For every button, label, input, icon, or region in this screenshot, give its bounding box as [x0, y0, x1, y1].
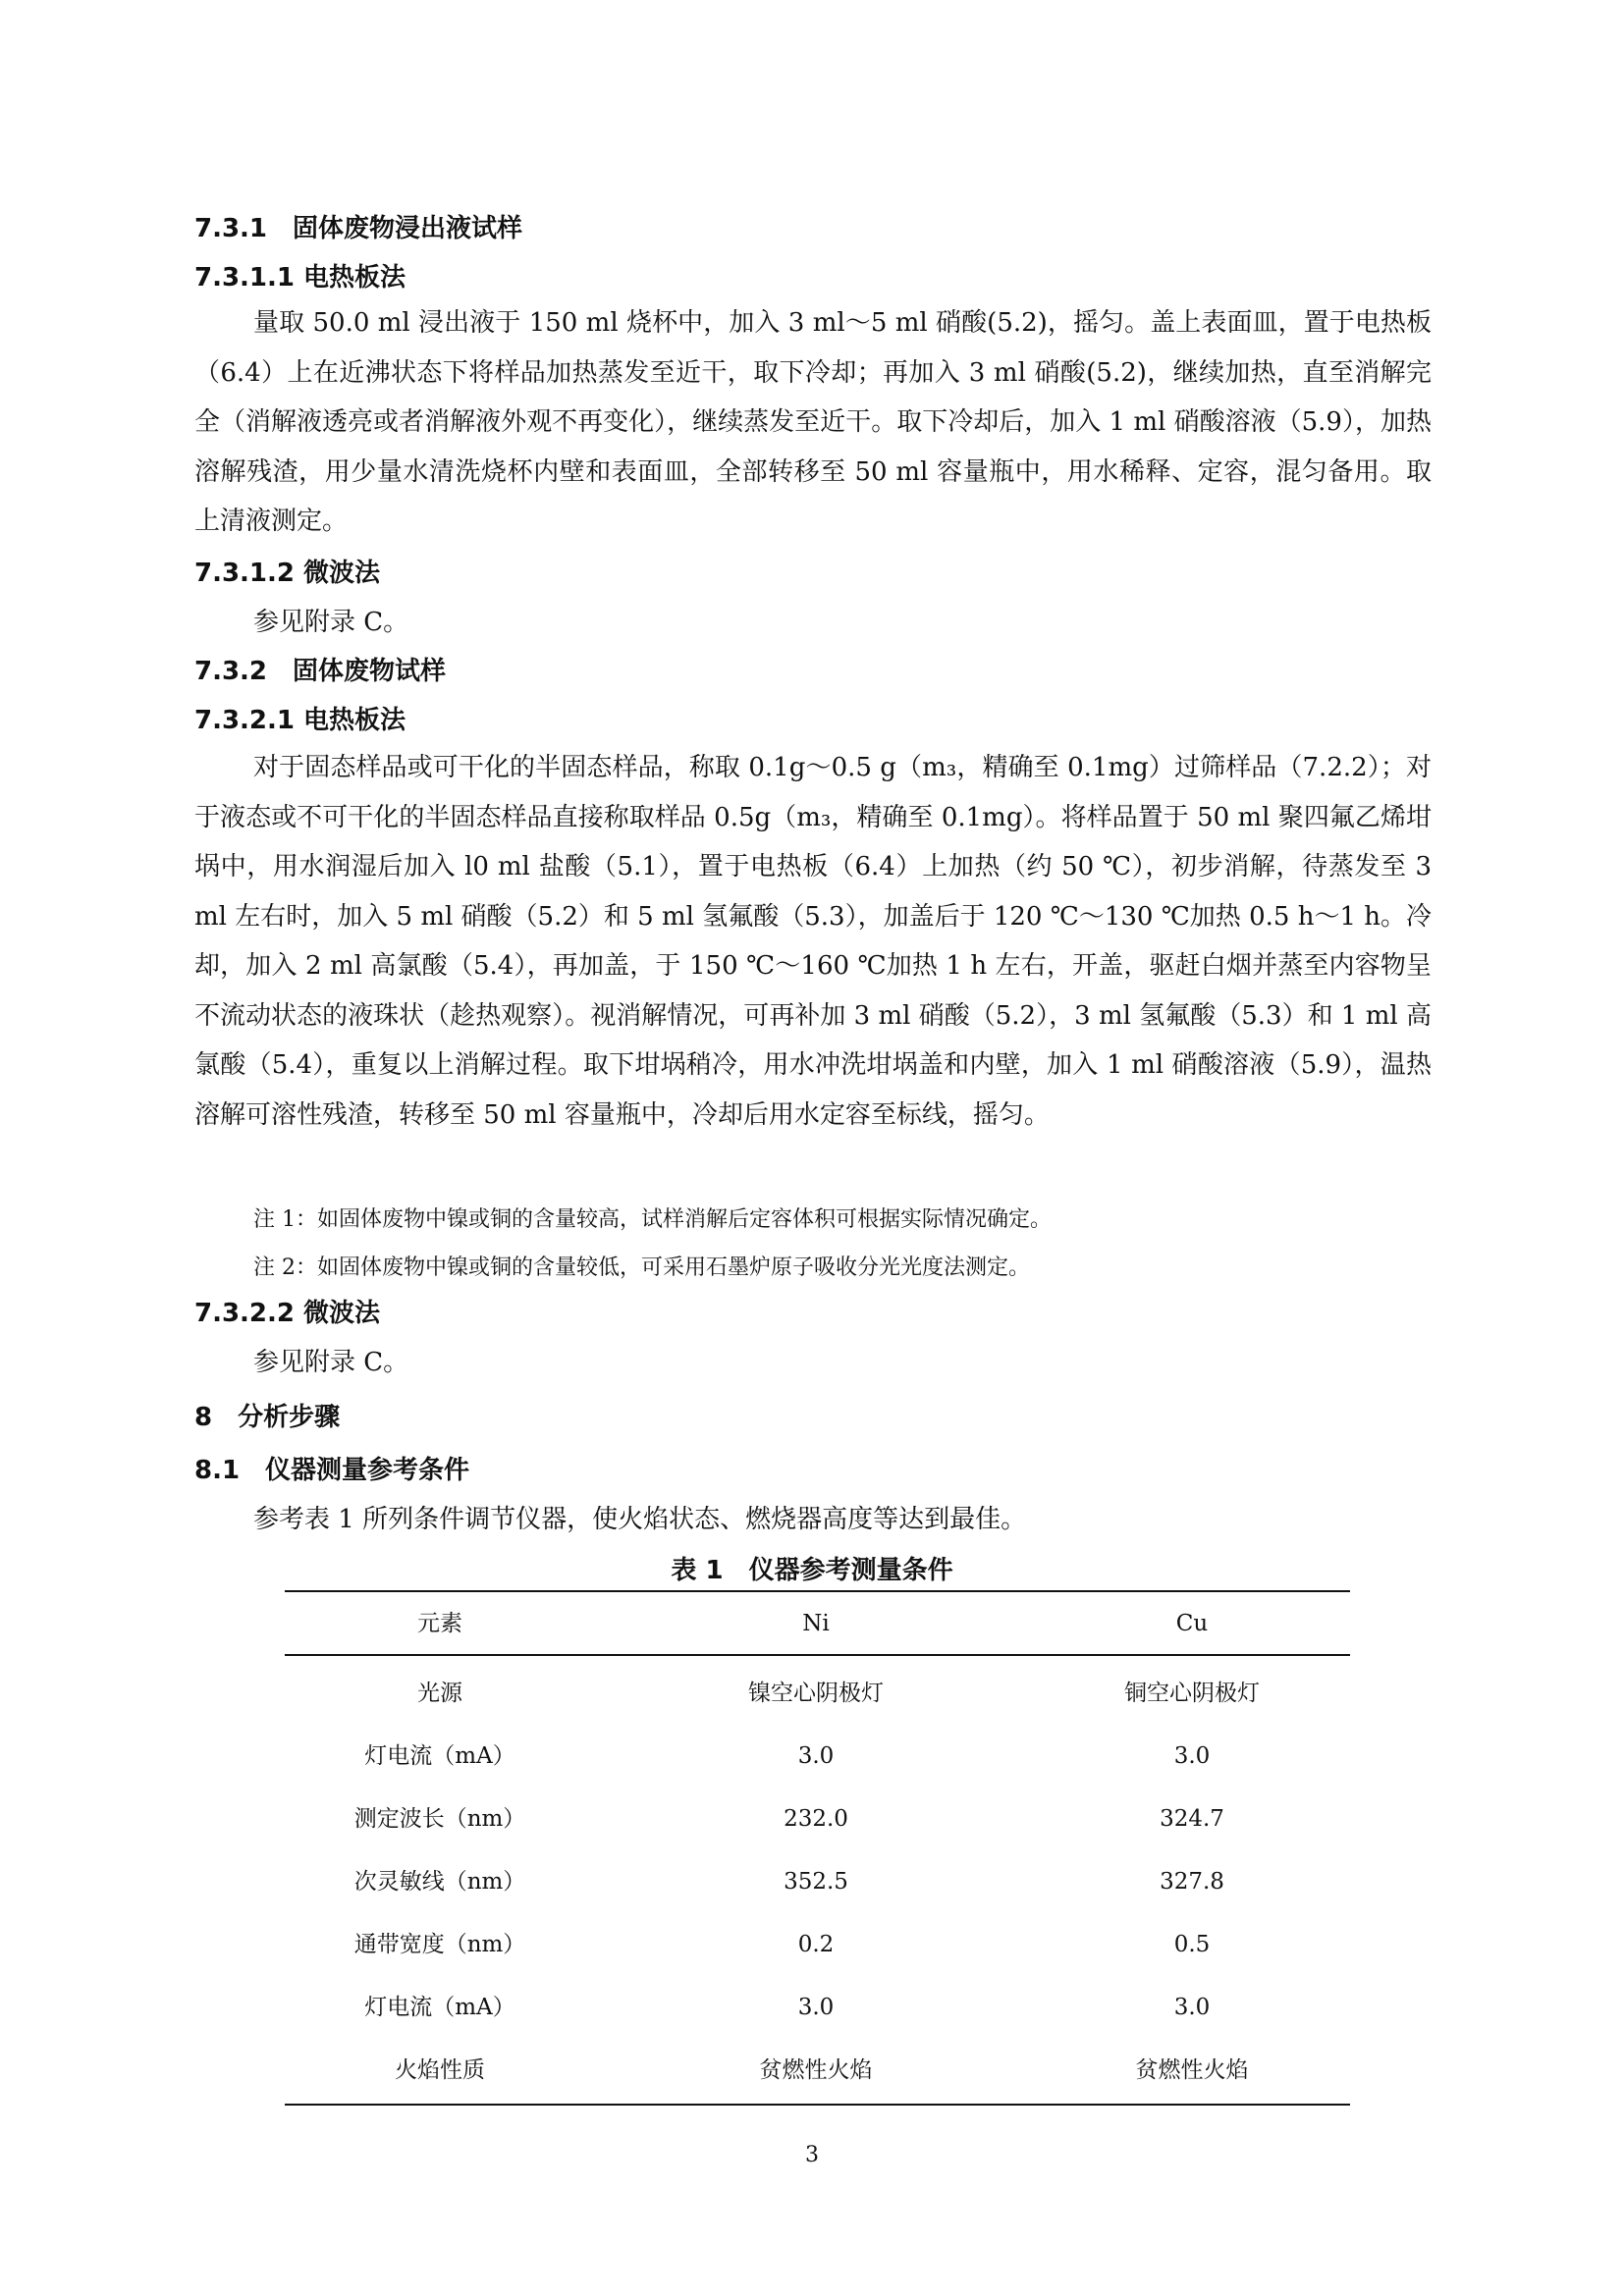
table-cell: 通带宽度（nm）: [353, 1932, 526, 1957]
table-cell: 324.7: [1160, 1806, 1224, 1832]
table-caption: 表 1 仪器参考测量条件: [671, 1556, 953, 1585]
table-bottom-rule: [285, 2104, 1350, 2106]
table-cell: 贫燃性火焰: [1135, 2057, 1249, 2083]
heading-7-3-1-2: 7.3.1.2 微波法: [194, 559, 381, 588]
table-cell: 3.0: [1173, 1995, 1211, 2020]
table-top-rule: [285, 1590, 1350, 1592]
table-cell: 3.0: [797, 1743, 835, 1769]
table-cell: 232.0: [784, 1806, 848, 1832]
note-2: 注 2：如固体废物中镍或铜的含量较低，可采用石墨炉原子吸收分光光度法测定。: [253, 1255, 1030, 1280]
table-header-rule: [285, 1654, 1350, 1656]
table-header-cell: Cu: [1175, 1611, 1209, 1636]
note-1: 注 1：如固体废物中镍或铜的含量较高，试样消解后定容体积可根据实际情况确定。: [253, 1207, 1052, 1232]
table-cell: 贫燃性火焰: [759, 2057, 873, 2083]
table-cell: 灯电流（mA）: [364, 1743, 515, 1769]
heading-7-3-2: 7.3.2 固体废物试样: [194, 657, 447, 686]
paragraph-see-appendix-2: 参见附录 C。: [253, 1348, 409, 1377]
heading-7-3-2-1: 7.3.2.1 电热板法: [194, 706, 406, 735]
table-cell: 火焰性质: [395, 2057, 485, 2083]
table-cell: 灯电流（mA）: [364, 1995, 515, 2020]
table-cell: 327.8: [1160, 1869, 1224, 1895]
table-cell: 0.5: [1173, 1932, 1211, 1957]
table-header-cell: Ni: [802, 1611, 830, 1636]
table-cell: 镍空心阴极灯: [748, 1681, 884, 1706]
paragraph-hotplate-solid: 对于固态样品或可干化的半固态样品，称取 0.1g～0.5 g（m₃，精确至 0.1mg）过筛样品（7.2.2）；对于液态或不可干化的半固态样品直接称取样品 0.5g（m₃，精确至 0.1mg）。将样品置于 50 ml 聚四氟乙烯坩埚中，用水润湿后加入 l0 ml 盐酸（5.1），置于电热板（6.4）上加热（约 50 ℃），初步消解，待蒸发至 3 ml 左右时，加入 5 ml 硝酸（5.2）和 5 ml 氢氟酸（5.3），加盖后于 120 ℃～130 ℃加热 0.5 h～1 h。冷却，加入 2 ml 高氯酸（5.4），再加盖，于 150 ℃～160 ℃加热 1 h 左右，开盖，驱赶白烟并蒸至内容物呈不流动状态的液珠状（趁热观察）。视消解情况，可再补加 3 ml 硝酸（5.2），3 ml 氢氟酸（5.3）和 1 ml 高氯酸（5.4），重复以上消解过程。取下坩埚稍冷，用水冲洗坩埚盖和内壁，加入 1 ml 硝酸溶液（5.9），温热溶解可溶性残渣，转移至 50 ml 容量瓶中，冷却后用水定容至标线，摇匀。: [194, 753, 1432, 1130]
paragraph-see-appendix-1: 参见附录 C。: [253, 608, 409, 637]
table-cell: 352.5: [784, 1869, 848, 1895]
heading-7-3-1-1: 7.3.1.1 电热板法: [194, 263, 406, 293]
table-cell: 次灵敏线（nm）: [353, 1869, 526, 1895]
paragraph-instrument-conditions: 参考表 1 所列条件调节仪器，使火焰状态、燃烧器高度等达到最佳。: [253, 1505, 1027, 1534]
heading-7-3-2-2: 7.3.2.2 微波法: [194, 1299, 381, 1328]
table-cell: 3.0: [797, 1995, 835, 2020]
table-cell: 0.2: [797, 1932, 835, 1957]
table-cell: 铜空心阴极灯: [1124, 1681, 1260, 1706]
table-cell: 3.0: [1173, 1743, 1211, 1769]
heading-8-1: 8.1 仪器测量参考条件: [194, 1456, 470, 1485]
heading-7-3-1: 7.3.1 固体废物浸出液试样: [194, 214, 523, 243]
table-header-cell: 元素: [417, 1611, 462, 1636]
paragraph-hotplate-leachate: 量取 50.0 ml 浸出液于 150 ml 烧杯中，加入 3 ml～5 ml 硝酸(5.2)，摇匀。盖上表面皿，置于电热板（6.4）上在近沸状态下将样品加热蒸发至近干，取下冷却；再加入 3 ml 硝酸(5.2)，继续加热，直至消解完全（消解液透亮或者消解液外观不再变化），继续蒸发至近干。取下冷却后，加入 1 ml 硝酸溶液（5.9），加热溶解残渣，用少量水清洗烧杯内壁和表面皿，全部转移至 50 ml 容量瓶中，用水稀释、定容，混匀备用。取上清液测定。: [194, 308, 1432, 536]
heading-8: 8 分析步骤: [194, 1403, 341, 1432]
table-cell: 测定波长（nm）: [353, 1806, 526, 1832]
page-number: 3: [805, 2143, 819, 2167]
table-cell: 光源: [417, 1681, 462, 1706]
